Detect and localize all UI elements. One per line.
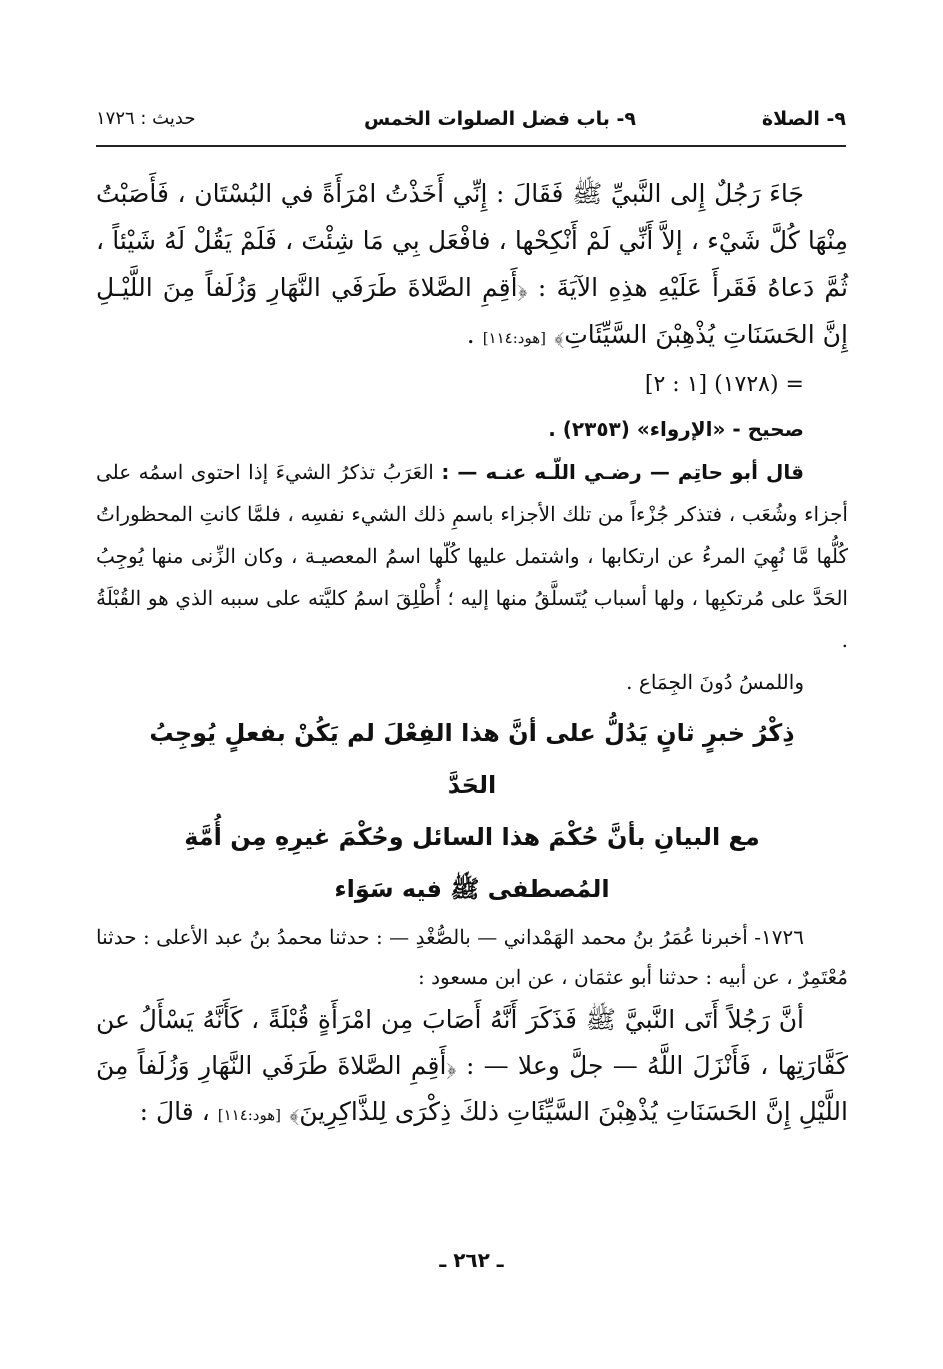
- heading-line-3: المُصطفى ﷺ فيه سَوَاء: [334, 875, 610, 903]
- running-header: [96, 100, 846, 140]
- page-number: ـ ٢٦٢ ـ: [439, 1248, 504, 1272]
- abu-hatim-commentary: [96, 451, 848, 661]
- hadith-number-ref: حديث : ١٧٢٦: [96, 108, 196, 129]
- quran-reference: [هود:١١٤]: [482, 329, 546, 347]
- hadith-1726-isnad: ١٧٢٦- أخبرنا عُمَرُ بنُ محمد الهَمْداني — بالصُّغْدِ — : حدثنا محمدُ بنُ عبد الأعلى : حدثنا مُعْتَمِرٌ ، عن أبيه : حدثنا أبو عثمَان ، عن ابن مسعود :: [96, 925, 848, 989]
- grading-note: صحيح - «الإرواء» (٢٣٥٣) .: [548, 417, 804, 441]
- abu-hatim-label: قال أبو حاتِم — رضـي اللّـه عنـه — :: [441, 460, 805, 484]
- hadith-1725-body: جَاءَ رَجُلٌ إِلى النَّبيِّ ﷺ فَقَالَ : إِنِّي أَخَذْتُ امْرَأَةً في البُسْتَان ، فَأَصَبْتُ مِنْهَا كُلَّ شَيْء ، إلاَّ أَنِّي لَمْ أَنْكِحْها ، فافْعَل بِي مَا شِئْتَ ، فَلَمْ يَقُلْ لَهُ شَيْئاً ، ثُمَّ دَعاهُ فَقَرأَ عَلَيْهِ هذِهِ الآيَةَ : ﴿أَقِمِ الصَّلاةَ طَرَفَي النَّهَارِ وَزُلَفاً مِنَ اللَّيْـلِ إِنَّ الحَسَنَاتِ يُذْهِبْنَ السَّيِّئَاتِ﴾: [96, 179, 848, 349]
- abu-hatim-text-2: واللمسُ دُونَ الجِمَاع .: [626, 670, 804, 694]
- hadith-1726-text: [96, 997, 848, 1138]
- chapter-title: ٩- الصلاة: [761, 108, 846, 130]
- cross-reference: = (١٧٢٨) [١ : ٢]: [644, 372, 804, 397]
- hadith-1726-body: أنَّ رَجُلاً أَتَى النَّبيَّ ﷺ فَذَكَرَ أَنَّهُ أَصَابَ مِن امْرَأَةٍ قُبْلَةً ، كَأَنَّهُ يَسْأَلُ عن كَفَّارَتِها ، فَأَنْزَلَ اللَّهُ — جلَّ وعلا — : ﴿أَقِمِ الصَّلاةَ طَرَفَي النَّهَارِ وَزُلَفاً مِنَ اللَّيْلِ إِنَّ الحَسَنَاتِ يُذْهِبْنَ السَّيِّئَاتِ ذلكَ ذِكْرَى لِلذَّاكِرِينَ﴾: [96, 1005, 848, 1126]
- header-divider: [96, 145, 846, 147]
- heading-line-1: ذِكْرُ خبرٍ ثانٍ يَدُلُّ على أنَّ هذا الفِعْلَ لم يَكُنْ بفعلٍ يُوجِبُ الحَدَّ: [149, 719, 795, 799]
- heading-line-2: مع البيانِ بأنَّ حُكْمَ هذا السائل وحُكْمَ غيرِهِ مِن أُمَّةِ: [184, 823, 760, 851]
- section-title: ٩- باب فضل الصلوات الخمس: [363, 108, 636, 130]
- hadith-1726-end: ، قالَ :: [139, 1097, 218, 1126]
- chapter-heading: [136, 707, 808, 915]
- hadith-1725-text: [96, 170, 848, 362]
- quran-reference-2: [هود:١١٤]: [217, 1106, 281, 1124]
- hadith-1725-end: .: [466, 320, 483, 349]
- abu-hatim-text: العَرَبُ تذكرُ الشيءَ إذا احتوى اسمُه على أجزاء وشُعَب ، فتذكر جُزْءاً من تلك الأجزاء باسمِ ذلك الشيء نفسِه ، فلمَّا كانتِ المحظوراتُ كُلُّها مَّا نُهِيَ المرءُ عن ارتكابها ، واشتمل عليها كُلّها اسمُ المعصيـة ، وكان الزِّنى منها يُوجِبُ الحَدَّ على مُرتكبِها ، ولها أسباب يُتَسلَّقُ منها إليه ؛ أُطْلِقَ اسمُ كليَّته على سببه الذي هو القُبْلَةُ .: [96, 460, 848, 652]
- main-text: [96, 170, 848, 1138]
